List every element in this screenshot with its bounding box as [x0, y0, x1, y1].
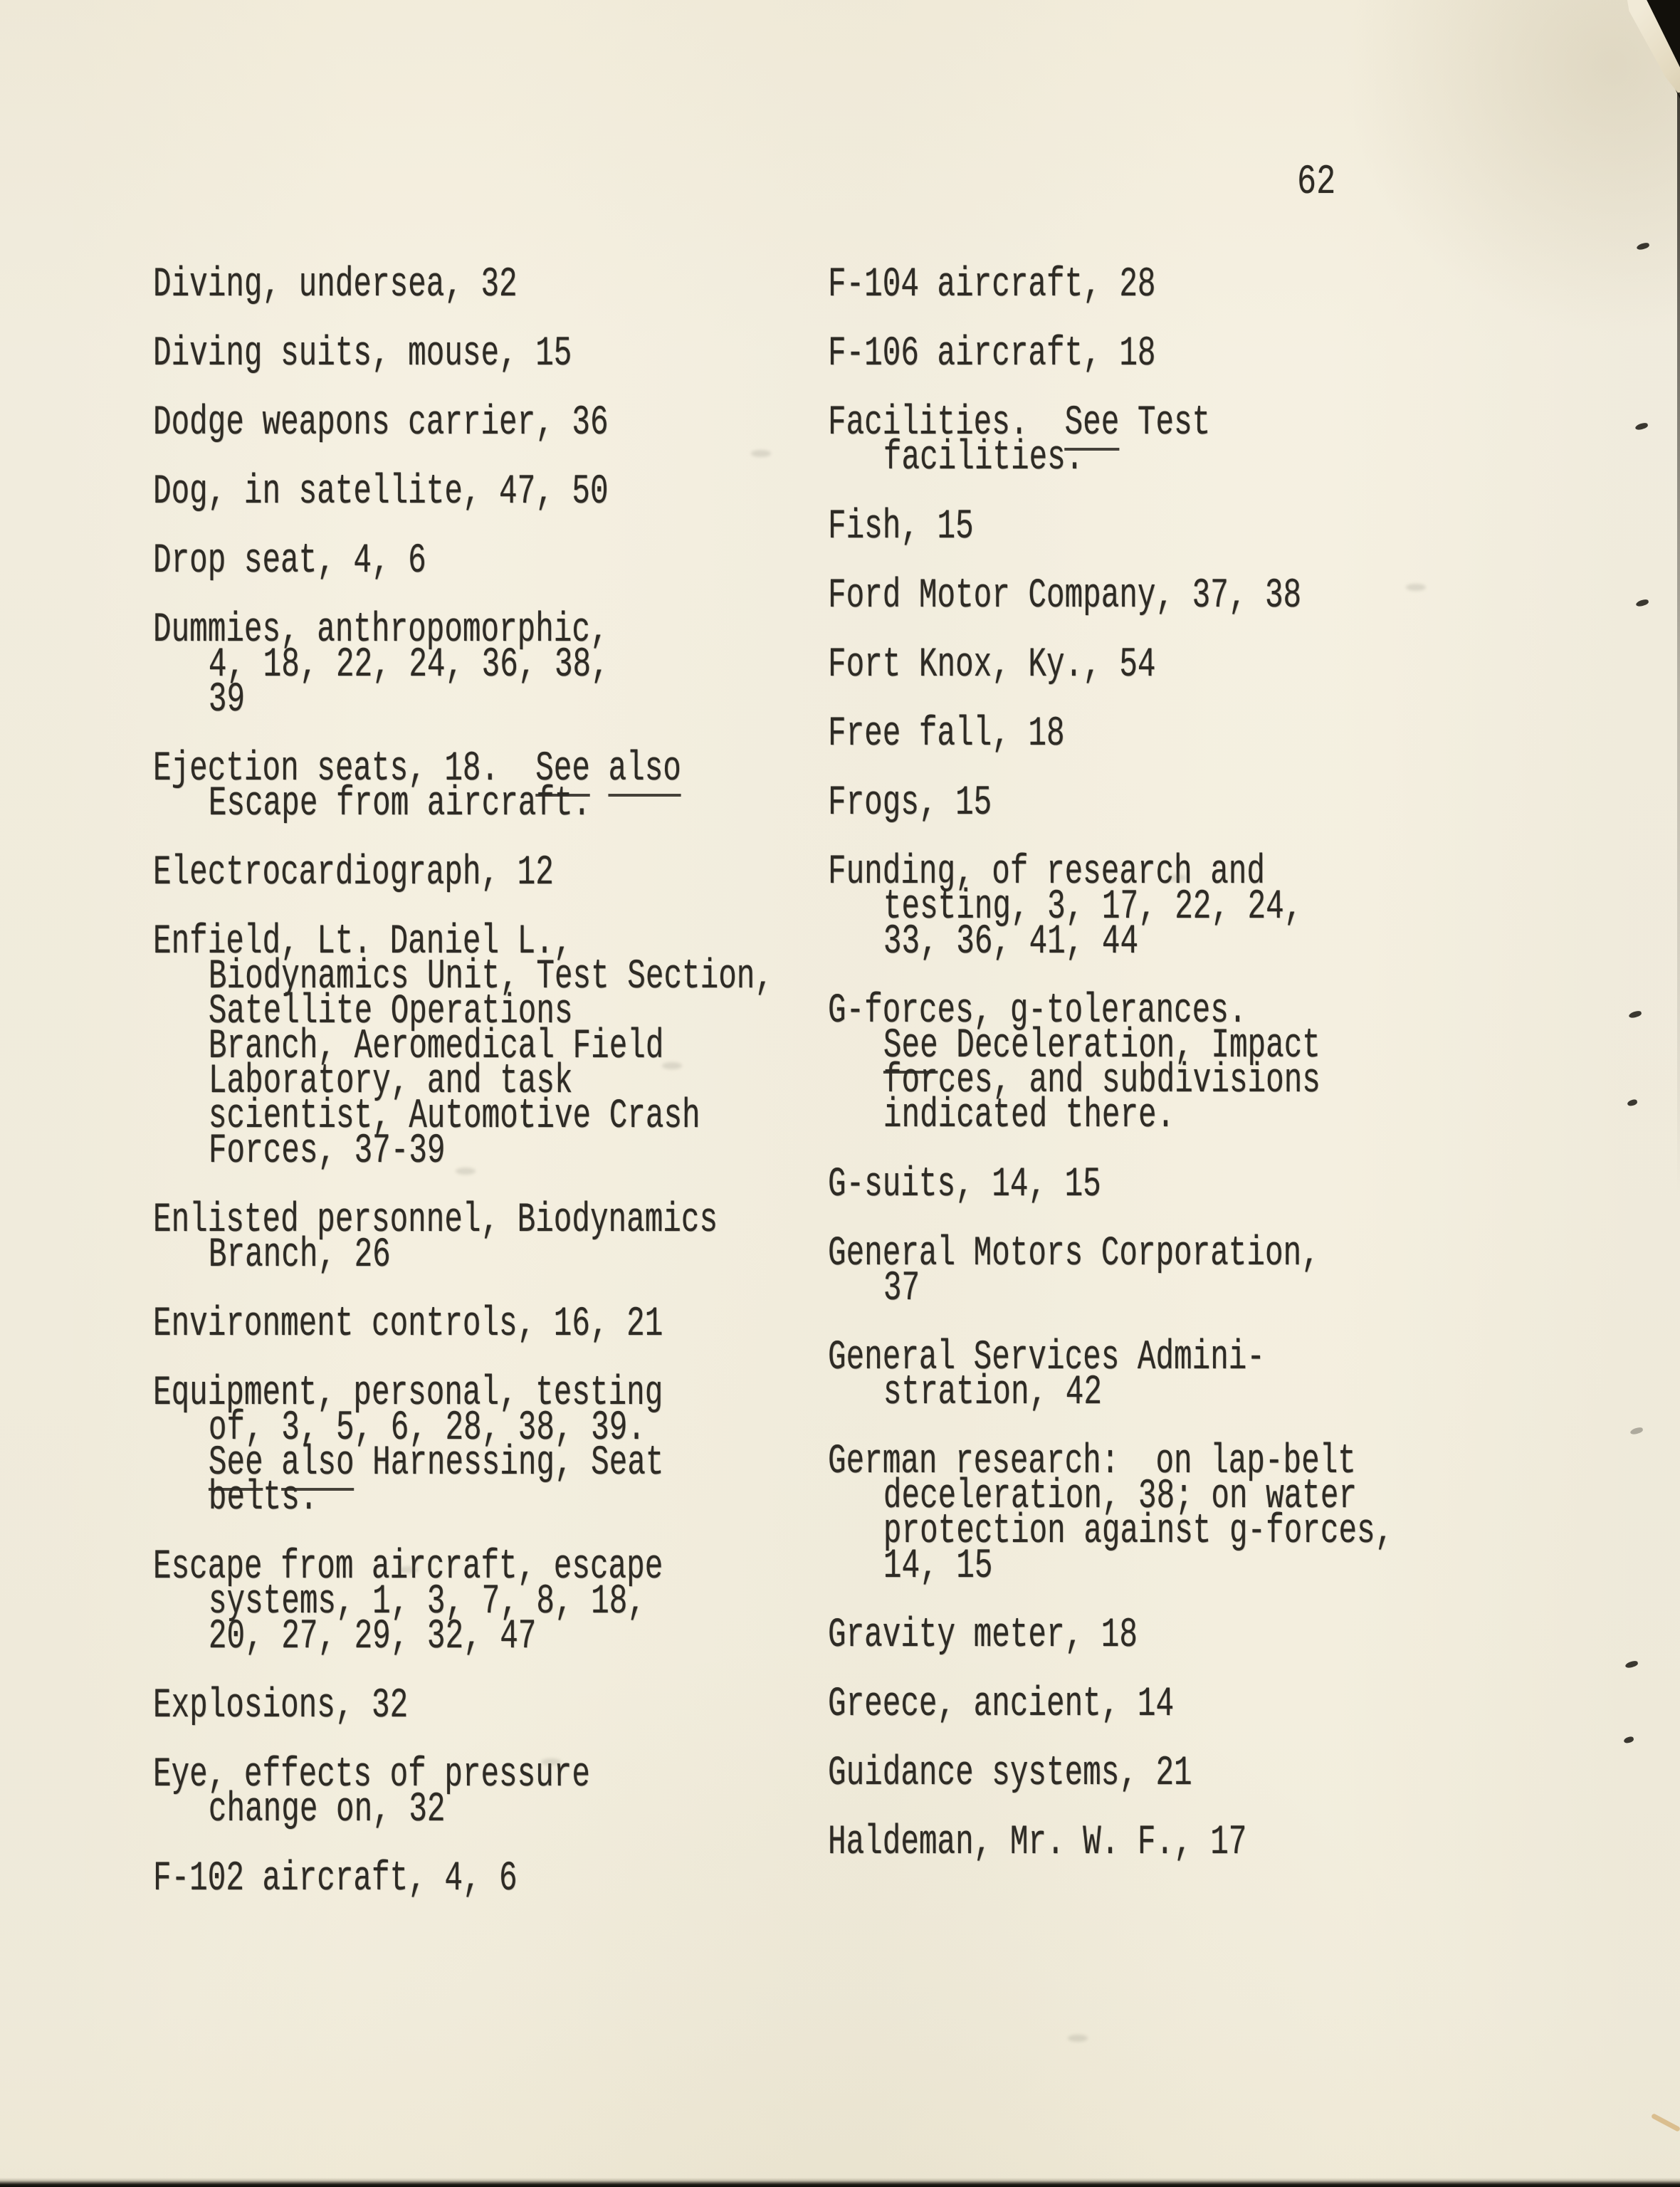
- index-line: [828, 642, 1665, 688]
- index-text: Gravity meter, 18: [828, 1612, 1138, 1659]
- index-text: 33, 36, 41, 44: [883, 919, 1139, 965]
- index-text: G-suits, 14, 15: [828, 1162, 1101, 1208]
- index-text: Satellite Operations: [208, 989, 573, 1035]
- index-text: facilities.: [883, 435, 1084, 481]
- index-entry: [828, 711, 1665, 757]
- index-text: F-102 aircraft, 4, 6: [153, 1856, 518, 1902]
- index-entry: [828, 849, 1665, 965]
- index-entry: [828, 504, 1665, 550]
- index-text: Branch, Aeromedical Field: [208, 1024, 664, 1070]
- index-entry: [828, 400, 1665, 481]
- index-text: Greece, ancient, 14: [828, 1682, 1175, 1728]
- index-line: [828, 1162, 1665, 1208]
- index-text: systems, 1, 3, 7, 8, 18,: [208, 1579, 646, 1625]
- index-column-right: [828, 262, 1665, 1894]
- index-text: Frogs, 15: [828, 780, 992, 827]
- pencil-smudge: [1167, 874, 1187, 881]
- pencil-smudge: [456, 1168, 476, 1175]
- index-text: deceleration, 38; on water: [883, 1474, 1358, 1520]
- index-text: indicated there.: [883, 1093, 1175, 1139]
- see-reference: See: [883, 1023, 938, 1074]
- index-text: Facilities.: [828, 400, 1065, 446]
- index-entry: [153, 1197, 938, 1279]
- index-text: Enlisted personnel, Biodynamics: [153, 1197, 718, 1244]
- index-entry: [828, 1335, 1665, 1416]
- see-reference: also: [609, 746, 681, 797]
- page-bottom-edge-shadow: [0, 2178, 1680, 2187]
- index-line: [828, 1820, 1665, 1866]
- index-text: F-106 aircraft, 18: [828, 331, 1156, 377]
- index-entry: [153, 1752, 938, 1833]
- index-text: General Motors Corporation,: [828, 1231, 1320, 1277]
- index-line: [153, 1683, 938, 1729]
- index-line: [828, 711, 1665, 757]
- index-text: 4, 18, 22, 24, 36, 38,: [208, 642, 609, 688]
- index-text: F-104 aircraft, 28: [828, 262, 1156, 308]
- index-entry: [153, 469, 938, 515]
- index-line: [828, 573, 1665, 619]
- index-entry: [153, 262, 938, 308]
- index-entry: [828, 1820, 1665, 1866]
- index-entry: [153, 919, 938, 1175]
- index-text: Ford Motor Company, 37, 38: [828, 573, 1302, 619]
- index-text: Funding, of research and: [828, 849, 1265, 896]
- index-line: [153, 469, 938, 515]
- index-text: Diving, undersea, 32: [153, 262, 518, 308]
- index-line: [153, 400, 938, 446]
- index-text: belts.: [208, 1475, 318, 1521]
- index-line: [828, 780, 1665, 827]
- scan-streak: [1651, 2113, 1680, 2132]
- index-text: German research: on lap-belt: [828, 1439, 1356, 1485]
- index-text: Electrocardiograph, 12: [153, 850, 554, 896]
- index-entry: [828, 573, 1665, 619]
- pencil-smudge: [541, 1758, 561, 1766]
- index-entry: [828, 642, 1665, 688]
- see-reference: also: [281, 1440, 354, 1491]
- pencil-smudge: [662, 1062, 682, 1069]
- pencil-smudge: [751, 450, 771, 457]
- index-line: [828, 1231, 1665, 1277]
- index-text: 20, 27, 29, 32, 47: [208, 1614, 537, 1660]
- index-line: [153, 1301, 938, 1348]
- index-text: Escape from aircraft, escape: [153, 1544, 663, 1590]
- index-text: [590, 746, 609, 792]
- index-text: testing, 3, 17, 22, 24,: [883, 884, 1303, 930]
- index-entry: [153, 1301, 938, 1348]
- see-reference: See: [535, 746, 590, 797]
- index-text: Enfield, Lt. Daniel L.,: [153, 919, 572, 965]
- index-text: Test: [1119, 400, 1211, 446]
- index-entry: [153, 1544, 938, 1660]
- index-text: 37: [883, 1266, 920, 1312]
- index-text: Harnessing, Seat: [354, 1440, 664, 1486]
- index-entry: [828, 1682, 1665, 1728]
- index-text: Equipment, personal, testing: [153, 1370, 663, 1417]
- index-line: [153, 262, 938, 308]
- index-text: Escape from aircraft.: [208, 781, 592, 827]
- index-text: Fish, 15: [828, 504, 974, 550]
- index-text: 14, 15: [883, 1543, 993, 1590]
- pencil-smudge: [1068, 2035, 1088, 2042]
- index-text: Laboratory, and task: [208, 1059, 573, 1105]
- index-entry: [153, 1683, 938, 1729]
- index-text: Environment controls, 16, 21: [153, 1301, 663, 1348]
- index-text: General Services Admini-: [828, 1335, 1265, 1381]
- index-line: [828, 1751, 1665, 1797]
- index-line: [153, 850, 938, 896]
- index-text: Free fall, 18: [828, 711, 1065, 757]
- index-column-left: [153, 262, 938, 1931]
- index-text: Deceleration, Impact: [938, 1023, 1321, 1069]
- index-text: G-forces, g-tolerances.: [828, 988, 1247, 1034]
- index-entry: [828, 331, 1665, 377]
- index-line: [828, 1612, 1665, 1659]
- index-entry: [153, 538, 938, 584]
- index-entry: [828, 780, 1665, 827]
- index-entry: [153, 746, 938, 827]
- page-right-edge-shadow: [1677, 93, 1680, 1196]
- index-entry: [153, 331, 938, 377]
- index-entry: [153, 1370, 938, 1521]
- page-number: 62: [1297, 159, 1336, 206]
- index-line: [153, 642, 938, 688]
- see-reference: See: [1065, 400, 1120, 451]
- index-text: stration, 42: [883, 1370, 1102, 1416]
- index-text: scientist, Automotive Crash: [208, 1094, 700, 1140]
- index-text: Eye, effects of pressure: [153, 1752, 590, 1798]
- index-text: forces, and subdivisions: [883, 1058, 1321, 1104]
- index-text: of, 3, 5, 6, 28, 38, 39.: [208, 1405, 646, 1452]
- index-entry: [828, 1612, 1665, 1659]
- index-line: [153, 1856, 938, 1902]
- index-text: 39: [208, 677, 246, 723]
- index-text: Fort Knox, Ky., 54: [828, 642, 1156, 688]
- index-text: Diving suits, mouse, 15: [153, 331, 572, 377]
- index-text: Drop seat, 4, 6: [153, 538, 426, 584]
- index-entry: [153, 607, 938, 723]
- index-entry: [828, 1231, 1665, 1312]
- index-line: [828, 1682, 1665, 1728]
- index-text: Ejection seats, 18.: [153, 746, 536, 792]
- index-entry: [828, 988, 1665, 1139]
- index-entry: [828, 1439, 1665, 1590]
- index-line: [828, 504, 1665, 550]
- pencil-smudge: [1406, 584, 1426, 591]
- index-text: Guidance systems, 21: [828, 1751, 1192, 1797]
- index-line: [828, 435, 1665, 481]
- index-line: [153, 331, 938, 377]
- index-text: Forces, 37-39: [208, 1128, 446, 1175]
- index-line: [828, 331, 1665, 377]
- index-text: Haldeman, Mr. W. F., 17: [828, 1820, 1247, 1866]
- folded-corner: [1587, 0, 1680, 157]
- index-text: Biodynamics Unit, Test Section,: [208, 954, 773, 1000]
- index-entry: [828, 1162, 1665, 1208]
- index-text: Dummies, anthropomorphic,: [153, 607, 609, 654]
- index-line: [828, 262, 1665, 308]
- index-text: Explosions, 32: [153, 1683, 409, 1729]
- index-text: Branch, 26: [208, 1232, 391, 1279]
- ink-speck: [1636, 242, 1649, 251]
- index-text: Dodge weapons carrier, 36: [153, 400, 609, 446]
- index-entry: [153, 400, 938, 446]
- index-entry: [828, 1751, 1665, 1797]
- index-text: change on, 32: [208, 1787, 446, 1833]
- pencil-smudge: [399, 1566, 419, 1573]
- index-entry: [828, 262, 1665, 308]
- index-text: Dog, in satellite, 47, 50: [153, 469, 609, 515]
- scan-background-triangle: [1587, 0, 1680, 157]
- index-entry: [153, 850, 938, 896]
- index-entry: [153, 1856, 938, 1902]
- index-line: [153, 538, 938, 584]
- see-reference: See: [209, 1440, 263, 1491]
- index-text: protection against g-forces,: [883, 1509, 1394, 1555]
